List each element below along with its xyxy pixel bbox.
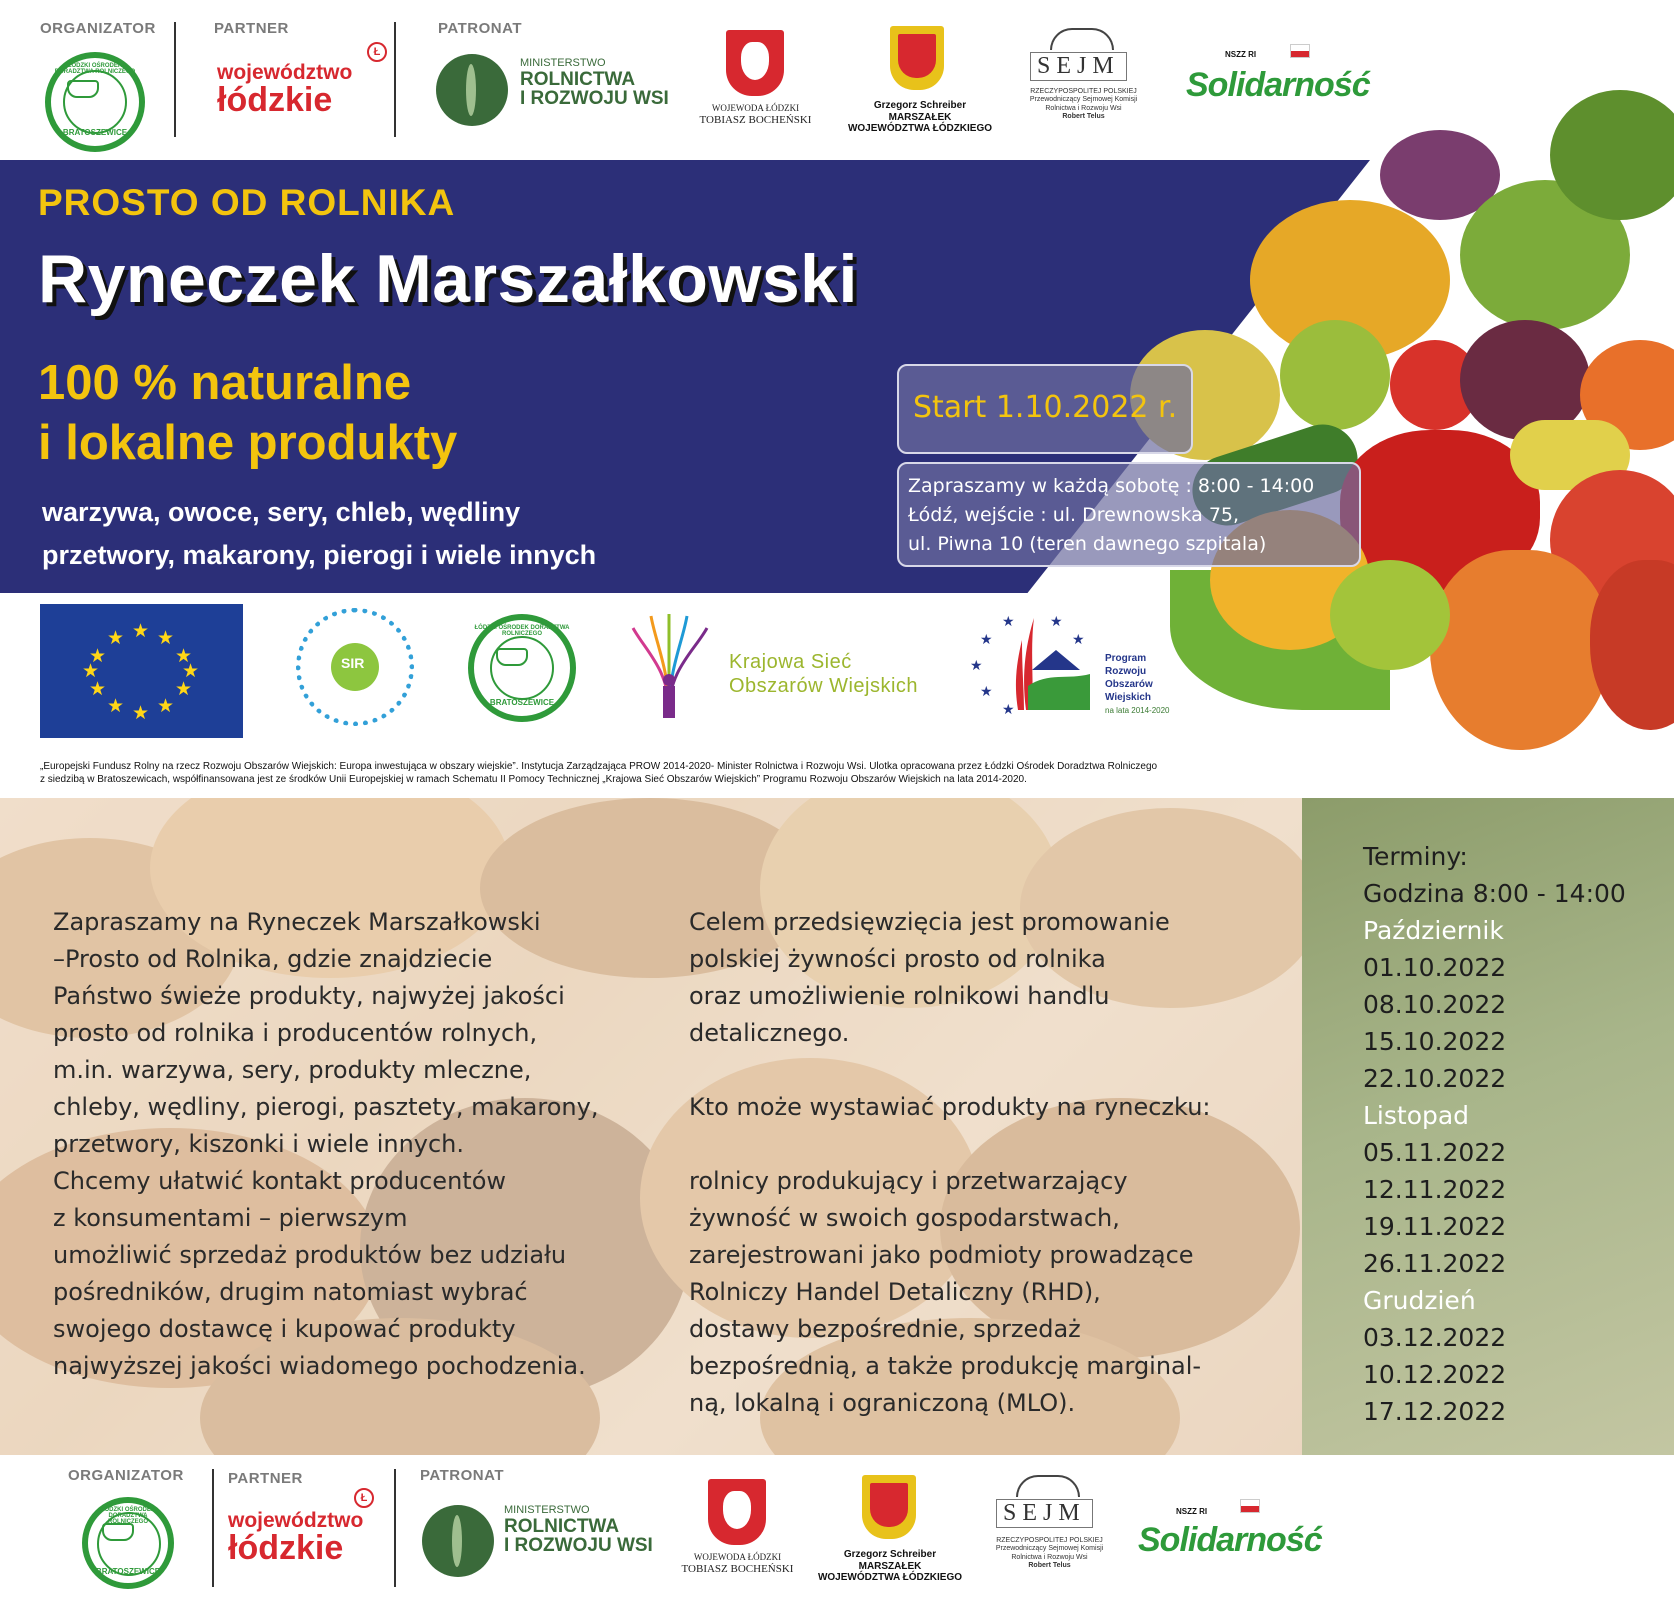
product-list-line2: przetwory, makarony, pierogi i wiele innych <box>42 540 597 570</box>
lodz-voivodeship-coat-icon <box>890 26 944 90</box>
solidarnosc-logo: Solidarność <box>1138 1521 1322 1559</box>
text-line: najwyższej jakości wiadomego pochodzenia. <box>53 1352 586 1380</box>
text-line: umożliwić sprzedaż produktów bez udziału <box>53 1241 567 1269</box>
sejm-dome-icon <box>1016 1475 1080 1497</box>
date-item: 01.10.2022 <box>1363 953 1507 982</box>
voivode-caption: WOJEWODA ŁÓDZKI TOBIASZ BOCHEŃSKI <box>681 1552 794 1575</box>
ministry-name: MINISTERSTWO ROLNICTWA I ROZWOJU WSI <box>520 57 669 110</box>
date-item: 26.11.2022 <box>1363 1249 1507 1278</box>
partner-label: PARTNER <box>228 1470 303 1487</box>
lodzkie-logo: województwo łódzkie Ł <box>228 1510 363 1565</box>
ksow-tree-icon <box>625 610 713 720</box>
month-november: Listopad <box>1363 1101 1470 1130</box>
date-item: 15.10.2022 <box>1363 1027 1507 1056</box>
info-line: Zapraszamy w każdą sobotę : 8:00 - 14:00 <box>908 475 1315 497</box>
odr-logo: ŁÓDZKI OŚRODEK DORADZTWA ROLNICZEGO BRATOSZEWICE <box>468 614 576 722</box>
who-can-exhibit-heading: Kto może wystawiać produkty na ryneczku: <box>689 1093 1211 1121</box>
svg-text:★: ★ <box>1072 631 1085 647</box>
text-line: swojego dostawcę i kupować produkty <box>53 1315 516 1343</box>
sejm-caption: RZECZYPOSPOLITEJ POLSKIEJ Przewodniczący Sejmowej Komisji Rolnictwa i Rozwoju Wsi Robert Telus <box>1029 88 1138 121</box>
info-line: Łódź, wejście : ul. Drewnowska 75, <box>908 504 1240 526</box>
sir-logo: SIR <box>296 608 414 726</box>
month-december: Grudzień <box>1363 1286 1476 1315</box>
ministry-name: MINISTERSTWO ROLNICTWA I ROZWOJU WSI <box>504 1504 653 1557</box>
nszz-caption: NSZZ RI <box>1176 1507 1208 1516</box>
solidarnosc-logo: Solidarność <box>1186 66 1370 104</box>
market-dates <box>1363 838 1626 1430</box>
date-item: 10.12.2022 <box>1363 1360 1507 1389</box>
nszz-caption: NSZZ RI <box>1225 50 1257 59</box>
banner-kicker: PROSTO OD ROLNIKA <box>38 182 456 223</box>
text-line: chleby, wędliny, pierogi, pasztety, makarony, <box>53 1093 599 1121</box>
date-item: 22.10.2022 <box>1363 1064 1507 1093</box>
schedule-info-box <box>897 462 1361 567</box>
date-item: 08.10.2022 <box>1363 990 1507 1019</box>
lodz-voivodeship-coat-icon <box>862 1475 916 1539</box>
date-item: 17.12.2022 <box>1363 1397 1507 1426</box>
patron-label: PATRONAT <box>420 1467 504 1484</box>
vegetables-illustration <box>1130 90 1674 790</box>
prow-name: Program Rozwoju Obszarów Wiejskich na lata 2014-2020 <box>1105 653 1170 715</box>
organizer-label: ORGANIZATOR <box>40 20 156 37</box>
text-line: przetwory, kiszonki i wiele innych. <box>53 1130 465 1158</box>
start-date: Start 1.10.2022 r. <box>913 390 1178 425</box>
svg-text:★: ★ <box>980 631 993 647</box>
svg-text:★: ★ <box>970 657 983 673</box>
text-line: rolnicy produkujący i przetwarzający <box>689 1167 1128 1195</box>
text-line: Państwo świeże produkty, najwyżej jakości <box>53 982 565 1010</box>
text-line: z konsumentami – pierwszym <box>53 1204 408 1232</box>
page-title: Ryneczek Marszałkowski <box>38 241 858 317</box>
ministry-logo <box>436 54 508 126</box>
eu-flag-icon: ★ ★ ★ ★ ★ ★ ★ ★ ★ ★ ★ ★ <box>40 604 243 738</box>
separator <box>394 1469 396 1587</box>
svg-text:★: ★ <box>980 683 993 699</box>
description-column-1 <box>53 904 598 1385</box>
text-line: żywność w swoich gospodarstwach, <box>689 1204 1120 1232</box>
ministry-logo <box>422 1505 494 1577</box>
text-line: detalicznego. <box>689 1019 850 1047</box>
text-line: bezpośrednią, a także produkcję marginal- <box>689 1352 1202 1380</box>
separator <box>174 22 176 137</box>
text-line: dostawy bezpośrednie, sprzedaż <box>689 1315 1081 1343</box>
voivode-caption: WOJEWODA ŁÓDZKI TOBIASZ BOCHEŃSKI <box>699 103 812 126</box>
separator <box>212 1469 214 1587</box>
wheat-icon <box>466 64 476 116</box>
polish-flag-icon <box>1290 44 1310 58</box>
separator <box>394 22 396 137</box>
text-line: prosto od rolnika i producentów rolnych, <box>53 1019 538 1047</box>
text-line: polskiej żywności prosto od rolnika <box>689 945 1106 973</box>
polish-eagle-icon <box>708 1479 766 1545</box>
organizer-label: ORGANIZATOR <box>68 1467 184 1484</box>
date-item: 12.11.2022 <box>1363 1175 1507 1204</box>
bottom-logo-strip <box>0 1455 1674 1600</box>
marshal-caption: Grzegorz Schreiber MARSZAŁEK WOJEWÓDZTWA ŁÓDZKIEGO <box>817 1549 963 1583</box>
text-line: Zapraszamy na Ryneczek Marszałkowski <box>53 908 541 936</box>
sejm-dome-icon <box>1050 28 1114 50</box>
wheat-icon <box>452 1515 462 1567</box>
info-line: ul. Piwna 10 (teren dawnego szpitala) <box>908 533 1267 555</box>
svg-text:★: ★ <box>1002 701 1015 717</box>
odr-logo: ŁÓDZKI OŚRODEK DORADZTWA ROLNICZEGO BRATOSZEWICE <box>45 52 145 152</box>
product-list-line1: warzywa, owoce, sery, chleb, wędliny <box>42 497 521 527</box>
description-column-2 <box>689 904 1210 1422</box>
date-item: 19.11.2022 <box>1363 1212 1507 1241</box>
book-icon <box>67 80 99 98</box>
date-item: 05.11.2022 <box>1363 1138 1507 1167</box>
polish-flag-icon <box>1240 1499 1260 1513</box>
ksow-name: Krajowa Sieć Obszarów Wiejskich <box>729 651 919 697</box>
lodzkie-logo: województwo łódzkie Ł <box>217 62 352 117</box>
month-october: Październik <box>1363 916 1504 945</box>
date-item: 03.12.2022 <box>1363 1323 1507 1352</box>
text-line: –Prosto od Rolnika, gdzie znajdziecie <box>53 945 493 973</box>
text-line: Chcemy ułatwić kontakt producentów <box>53 1167 506 1195</box>
book-icon <box>496 648 528 666</box>
polish-eagle-icon <box>726 30 784 96</box>
book-icon <box>102 1523 134 1541</box>
banner-subtitle-line2: i lokalne produkty <box>38 416 458 470</box>
text-line: m.in. warzywa, sery, produkty mleczne, <box>53 1056 532 1084</box>
text-line: pośredników, drugim natomiast wybrać <box>53 1278 528 1306</box>
marshal-caption: Grzegorz Schreiber MARSZAŁEK WOJEWÓDZTWA ŁÓDZKIEGO <box>847 100 993 134</box>
prow-emblem-icon <box>968 610 1093 718</box>
text-line: oraz umożliwienie rolnikowi handlu <box>689 982 1110 1010</box>
sejm-word: SEJM <box>1030 52 1127 81</box>
svg-text:★: ★ <box>1050 613 1063 629</box>
dates-heading: Terminy: <box>1363 842 1468 871</box>
dates-hours: Godzina 8:00 - 14:00 <box>1363 879 1626 908</box>
text-line: zarejestrowani jako podmioty prowadzące <box>689 1241 1194 1269</box>
patron-label: PATRONAT <box>438 20 522 37</box>
sejm-word: SEJM <box>996 1499 1093 1528</box>
svg-text:★: ★ <box>1002 613 1015 629</box>
sejm-caption: RZECZYPOSPOLITEJ POLSKIEJ Przewodniczący Sejmowej Komisji Rolnictwa i Rozwoju Wsi Robert Telus <box>995 1537 1104 1570</box>
odr-logo: ŁÓDZKI OŚRODEK DORADZTWA ROLNICZEGO BRATOSZEWICE <box>82 1497 174 1589</box>
text-line: Rolniczy Handel Detaliczny (RHD), <box>689 1278 1101 1306</box>
text-line: Celem przedsięwzięcia jest promowanie <box>689 908 1170 936</box>
partner-label: PARTNER <box>214 20 289 37</box>
banner-subtitle-line1: 100 % naturalne <box>38 356 412 410</box>
text-line: ną, lokalną i ograniczoną (MLO). <box>689 1389 1076 1417</box>
eu-funding-footnote: „Europejski Fundusz Rolny na rzecz Rozwoju Obszarów Wiejskich: Europa inwestująca w obszary wiejskie”. Instytucja Zarządzająca PROW 2014-2020- Minister Rolnictwa i Rozwoju Wsi. Ulotka opracowana przez Łódzki Ośrodek Doradztwa Rolniczego z siedzibą w Bratoszewicach, współfinansowana jest ze środków Unii Europejskiej w ramach Schematu II Pomocy Technicznej „Krajowa Sieć Obszarów Wiejskich” Programu Rozwoju Obszarów Wiejskich na lata 2014-2020. <box>40 761 1158 785</box>
start-date-box <box>897 364 1193 454</box>
